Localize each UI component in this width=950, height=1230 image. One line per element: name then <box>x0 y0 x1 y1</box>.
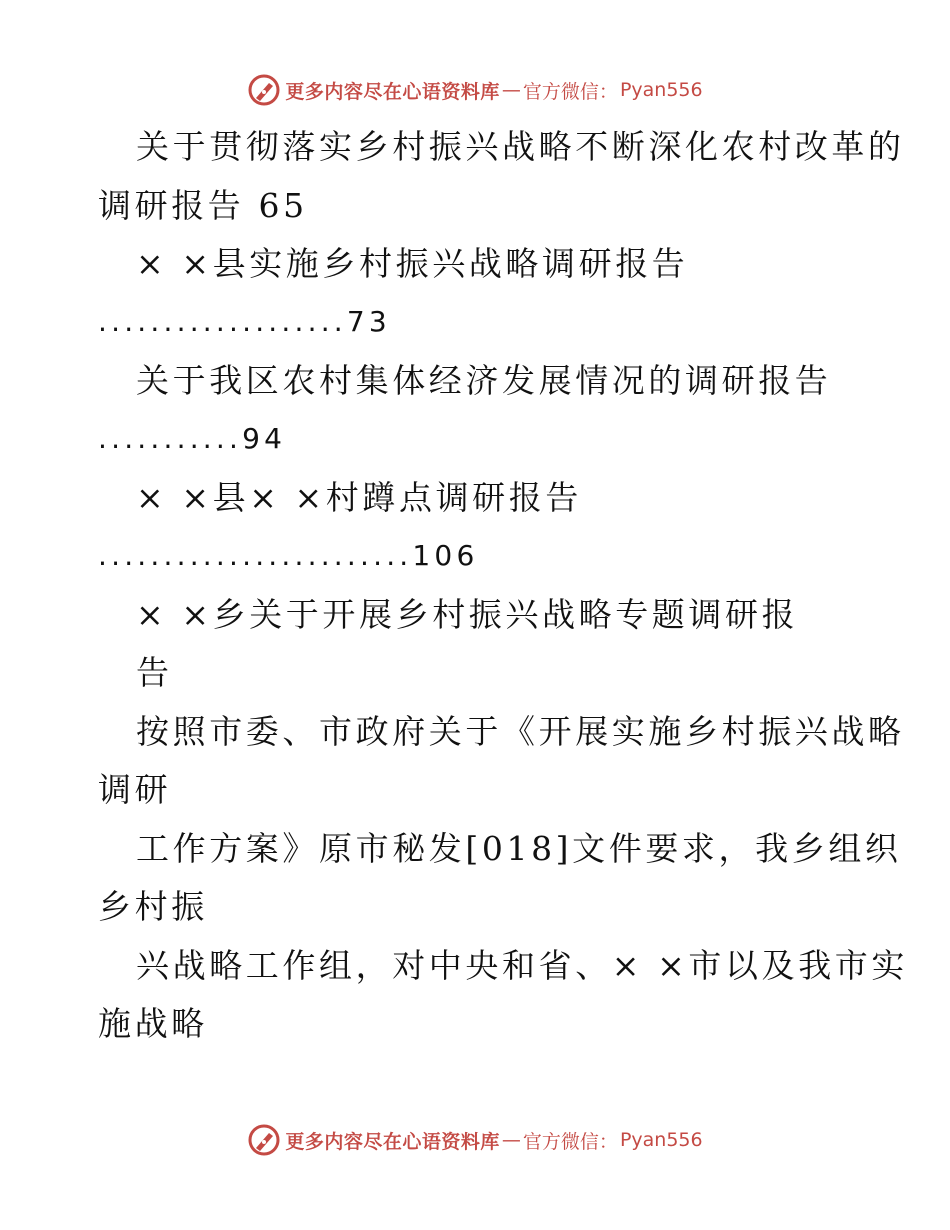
section-heading-line-2: 告 <box>136 653 173 692</box>
watermark-banner-top <box>0 70 950 110</box>
toc-entry-1-line-1: 关于贯彻落实乡村振兴战略不断深化农村改革的 <box>136 127 905 166</box>
toc-entry-2-leader: ...................73 <box>98 305 391 338</box>
watermark-banner-bottom <box>0 1120 950 1160</box>
watermark-separator: — <box>501 1129 521 1151</box>
toc-entry-4-title: × ×县× ×村蹲点调研报告 <box>136 478 582 517</box>
body-paragraph-line-5: 兴战略工作组，对中央和省、× ×市以及我市实 <box>136 946 908 985</box>
toc-entry-2-title: × ×县实施乡村振兴战略调研报告 <box>136 244 689 283</box>
watermark-wechat-label: 官方微信： <box>522 80 618 103</box>
body-paragraph-line-2: 调研 <box>98 770 172 809</box>
toc-entry-4-leader: ........................106 <box>98 539 479 572</box>
watermark-wechat-label: 官方微信： <box>522 1130 618 1153</box>
body-paragraph-line-1: 按照市委、市政府关于《开展实施乡村振兴战略 <box>136 712 905 751</box>
toc-entry-3-leader: ...........94 <box>98 422 287 455</box>
watermark-separator: — <box>501 79 521 101</box>
toc-entry-3-title: 关于我区农村集体经济发展情况的调研报告 <box>136 361 832 400</box>
watermark-wechat-id: Pyan556 <box>619 79 703 101</box>
toc-entry-1-line-2: 调研报告 65 <box>98 186 308 225</box>
body-paragraph-line-4: 乡村振 <box>98 887 208 926</box>
watermark-wechat-id: Pyan556 <box>619 1129 703 1151</box>
body-paragraph-line-3: 工作方案》原市秘发[018]文件要求，我乡组织 <box>136 829 902 868</box>
watermark-text: 更多内容尽在心语资料库 <box>285 1130 500 1153</box>
watermark-text: 更多内容尽在心语资料库 <box>285 80 500 103</box>
pen-logo-icon <box>247 1123 281 1157</box>
pen-logo-icon <box>247 73 281 107</box>
section-heading-line-1: × ×乡关于开展乡村振兴战略专题调研报 <box>136 595 799 634</box>
body-paragraph-line-6: 施战略 <box>98 1004 208 1043</box>
